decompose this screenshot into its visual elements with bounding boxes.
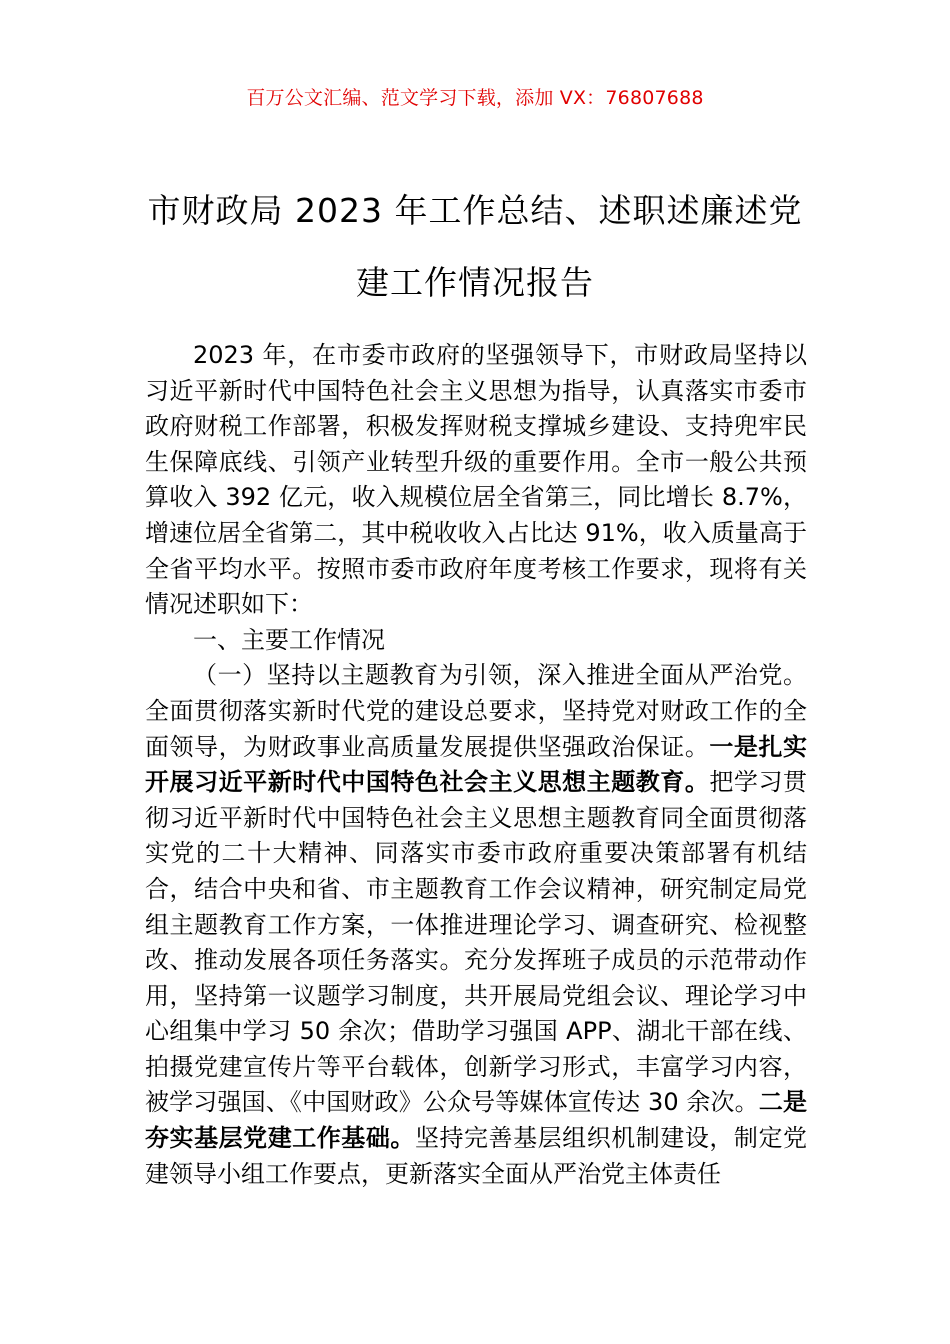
title-line-2: 建工作情况报告 [356, 263, 594, 302]
point-1-text: 把学习贯彻习近平新时代中国特色社会主义思想主题教育同全面贯彻落实党的二十大精神、同落实市委市政府重要决策部署有机结合，结合中央和省、市主题教育工作会议精神，研究制定局党组主题教育工作方案，一体推进理论学习、调查研究、检视整改、推动发展各项任务落实。充分发挥班子成员的示范带动作用，坚持第一议题学习制度，共开展局党组会议、理论学习中心组集中学习 50 余次；借助学习强国 APP、湖北干部在线、拍摄党建宣传片等平台载体，创新学习形式，丰富学习内容，被学习强国、《中国财政》公众号等媒体宣传达 30 余次。 [145, 768, 808, 1117]
section-heading-1: 一、主要工作情况 [193, 625, 385, 654]
header-promo-note: 百万公文汇编、范文学习下载，添加 VX：76807688 [246, 87, 704, 109]
subsection-1-paragraph [145, 658, 807, 1192]
point-2-text: 坚持完善基层组织机制建设，制定党建领导小组工作要点，更新落实全面从严治党主体责任 [145, 1124, 808, 1188]
title-line-1: 市财政局 2023 年工作总结、述职述廉述党 [147, 191, 803, 230]
point-1-heading: 一是扎实开展习近平新时代中国特色社会主义思想主题教育。 [145, 732, 808, 797]
point-2-heading: 二是夯实基层党建工作基础。 [145, 1088, 807, 1153]
document-body [145, 338, 807, 1192]
subsection-1-lead: （一）坚持以主题教育为引领，深入推进全面从严治党。全面贯彻落实新时代党的建设总要求，坚持党对财政工作的全面领导，为财政事业高质量发展提供坚强政治保证。 [145, 661, 807, 761]
intro-paragraph: 2023 年，在市委市政府的坚强领导下，市财政局坚持以习近平新时代中国特色社会主义思想为指导，认真落实市委市政府财税工作部署，积极发挥财税支撑城乡建设、支持兜牢民生保障底线、引领产业转型升级的重要作用。全市一般公共预算收入 392 亿元，收入规模位居全省第三，同比增长 8.7%，增速位居全省第二，其中税收收入占比达 91%，收入质量高于全省平均水平。按照市委市政府年度考核工作要求，现将有关情况述职如下： [145, 341, 807, 619]
document-title [110, 175, 840, 319]
